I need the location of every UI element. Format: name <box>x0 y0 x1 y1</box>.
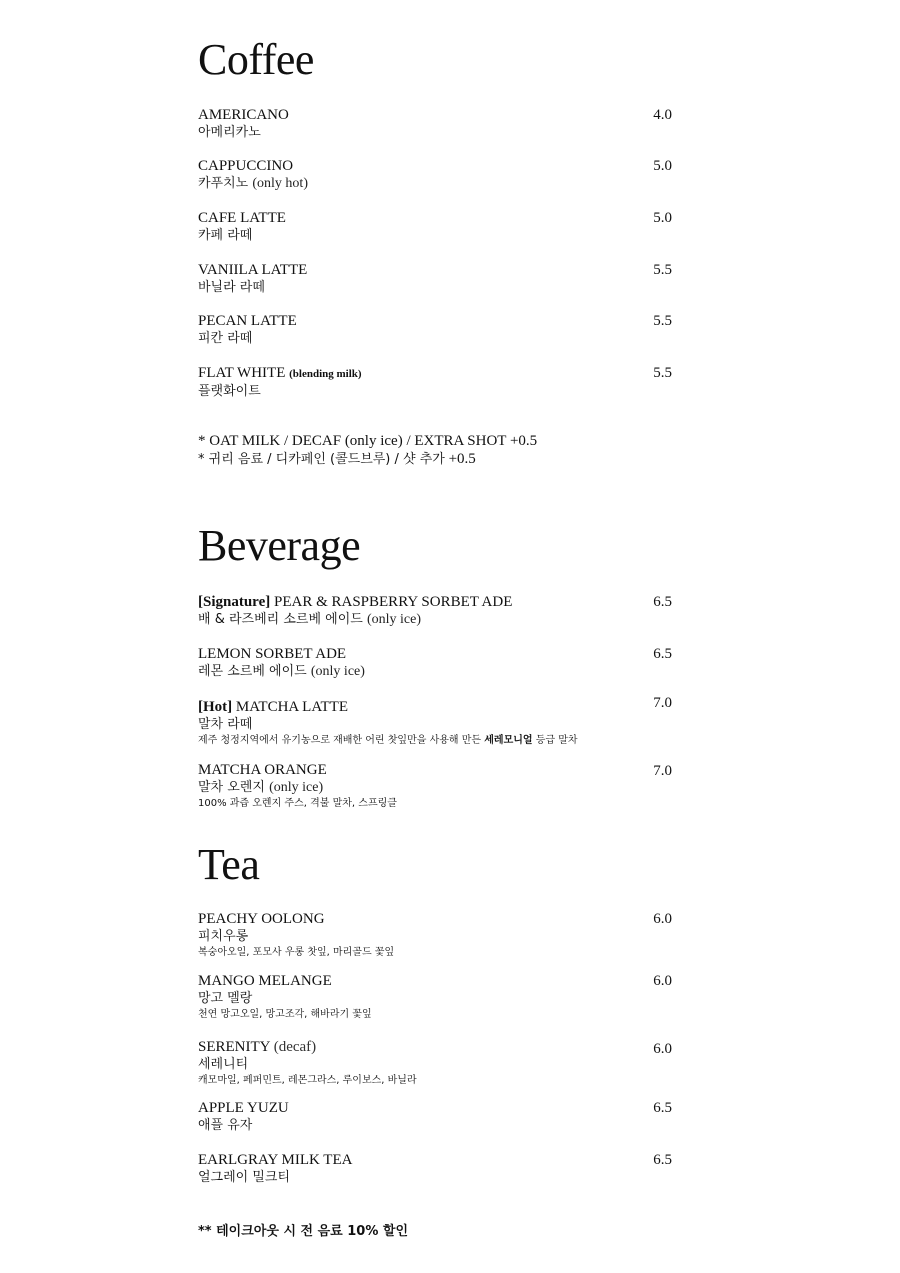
item-price: 6.5 <box>653 594 672 610</box>
section-title-coffee: Coffee <box>198 35 314 84</box>
item-name-ko-text: 배 & 라즈베리 소르베 에이드 <box>198 612 363 627</box>
menu-item-serenity <box>198 1038 674 1089</box>
section-title-beverage: Beverage <box>198 521 361 570</box>
section-title-tea: Tea <box>198 840 260 889</box>
item-name-en-text: MATCHA LATTE <box>235 699 348 715</box>
item-price: 6.0 <box>653 911 672 927</box>
item-name-ko <box>198 611 674 628</box>
menu-item-americano <box>198 106 674 141</box>
menu-item-flat-white <box>198 364 674 400</box>
item-price: 6.5 <box>653 646 672 662</box>
item-name-en <box>198 698 674 716</box>
menu-item-matcha-latte <box>198 695 674 749</box>
item-name-en-text: FLAT WHITE <box>198 365 286 381</box>
item-name-en-text: PEAR & RASPBERRY SORBET ADE <box>273 594 513 610</box>
item-name-ko: 애플 유자 <box>198 1118 253 1133</box>
item-price: 5.5 <box>653 313 672 329</box>
item-name-en: MATCHA ORANGE <box>198 762 327 778</box>
item-description: 천연 망고오일, 망고조각, 해바라기 꽃잎 <box>198 1009 372 1020</box>
item-name-ko: 플랫화이트 <box>198 384 261 399</box>
item-name-ko <box>198 779 674 796</box>
item-name-ko-text: 레몬 소르베 에이드 <box>198 664 307 679</box>
item-price: 5.0 <box>653 210 672 226</box>
item-name-en <box>198 1038 674 1056</box>
item-name-en: PEACHY OOLONG <box>198 911 325 927</box>
menu-item-mango-melange <box>198 972 674 1023</box>
item-name-en: CAPPUCCINO <box>198 158 294 174</box>
item-name-ko-text: 카푸치노 <box>198 176 249 191</box>
item-name-en: AMERICANO <box>198 107 289 123</box>
options-note-ko <box>198 450 537 469</box>
item-description-bold: 세레모니얼 <box>484 735 533 746</box>
item-name-en-text: SERENITY <box>198 1039 270 1055</box>
item-note: (blending milk) <box>289 368 362 380</box>
item-name-en: CAFE LATTE <box>198 210 286 226</box>
menu-item-earlgray-milk-tea <box>198 1151 674 1186</box>
item-price: 6.5 <box>653 1100 672 1116</box>
menu-item-apple-yuzu <box>198 1099 674 1134</box>
menu-item-cappuccino <box>198 157 674 192</box>
item-description-text: 제주 청정지역에서 유기농으로 재배한 어린 찻잎만을 사용해 만든 <box>198 735 482 746</box>
takeout-discount-note: ** 테이크아웃 시 전 음료 10% 할인 <box>198 1224 409 1239</box>
item-name-ko: 세레니티 <box>198 1057 249 1072</box>
item-name-ko: 바닐라 라떼 <box>198 280 265 295</box>
coffee-options-notes <box>198 432 537 469</box>
item-note: (decaf) <box>273 1039 317 1055</box>
item-description: 100% 과즙 오렌지 주스, 격불 말차, 스프링클 <box>198 798 397 809</box>
item-name-ko: 말차 라떼 <box>198 717 253 732</box>
item-price: 5.5 <box>653 365 672 381</box>
item-name-en: MANGO MELANGE <box>198 973 332 989</box>
item-name-en: PECAN LATTE <box>198 313 297 329</box>
item-name-en: VANIILA LATTE <box>198 262 308 278</box>
item-note: (only ice) <box>269 780 324 795</box>
item-name-ko: 아메리카노 <box>198 125 261 140</box>
item-name-ko: 피칸 라떼 <box>198 331 253 346</box>
item-price: 4.0 <box>653 107 672 123</box>
options-note-en: * OAT MILK / DECAF (only ice) / EXTRA SHOT +0.5 <box>198 433 538 449</box>
options-note-ko-price: +0.5 <box>448 451 476 467</box>
item-name-en <box>198 364 674 383</box>
item-tag: [Hot] <box>198 699 233 715</box>
item-name-ko <box>198 175 674 192</box>
menu-item-peachy-oolong <box>198 910 674 961</box>
item-description-text-end: 등급 말차 <box>535 735 578 746</box>
item-tag: [Signature] <box>198 594 271 610</box>
menu-item-matcha-orange <box>198 761 674 812</box>
item-name-ko: 피치우롱 <box>198 929 249 944</box>
item-price: 6.0 <box>653 1041 672 1057</box>
item-name-en: EARLGRAY MILK TEA <box>198 1152 353 1168</box>
item-note: (only hot) <box>252 176 308 191</box>
item-name-ko <box>198 663 674 680</box>
item-price: 7.0 <box>653 763 672 779</box>
item-note: (only ice) <box>310 664 365 679</box>
item-description: 캐모마일, 페퍼민트, 레몬그라스, 루이보스, 바닐라 <box>198 1075 417 1086</box>
item-price: 5.0 <box>653 158 672 174</box>
menu-item-pear-raspberry-ade <box>198 593 674 628</box>
options-note-ko-text: * 귀리 음료 / 디카페인 (콜드브루) / 샷 추가 <box>198 452 445 467</box>
item-name-en <box>198 593 674 611</box>
item-name-en: APPLE YUZU <box>198 1100 289 1116</box>
menu-item-cafe-latte <box>198 209 674 244</box>
item-name-ko: 망고 멜랑 <box>198 991 253 1006</box>
menu-item-vanilla-latte <box>198 261 674 296</box>
item-name-ko: 카페 라떼 <box>198 228 253 243</box>
item-description: 복숭아오일, 포모사 우롱 찻잎, 마리골드 꽃잎 <box>198 947 395 958</box>
item-name-en: LEMON SORBET ADE <box>198 646 347 662</box>
item-note: (only ice) <box>366 612 421 627</box>
item-price: 5.5 <box>653 262 672 278</box>
item-price: 6.5 <box>653 1152 672 1168</box>
item-name-ko-text: 말차 오렌지 <box>198 780 265 795</box>
menu-item-pecan-latte <box>198 312 674 347</box>
item-description <box>198 733 674 749</box>
item-price: 7.0 <box>653 695 672 711</box>
menu-item-lemon-sorbet-ade <box>198 645 674 680</box>
item-name-ko: 얼그레이 밀크티 <box>198 1170 291 1185</box>
item-price: 6.0 <box>653 973 672 989</box>
